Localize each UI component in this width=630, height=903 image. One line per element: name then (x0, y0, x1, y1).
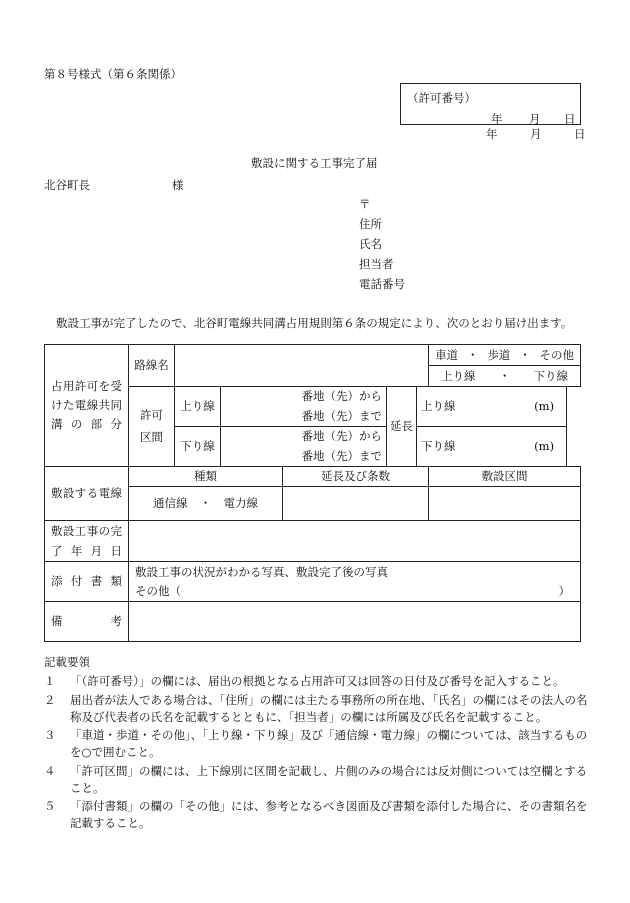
option-up-line[interactable]: 上り線 (441, 368, 476, 383)
permit-month: 月 (529, 112, 541, 126)
unit-m: (m) (534, 439, 555, 454)
addressee: 北谷町長 (44, 178, 90, 192)
remarks-label: 備考 (45, 602, 129, 642)
attachments-field[interactable] (129, 562, 581, 602)
instruction-number: ３ (44, 728, 56, 742)
instructions (44, 654, 590, 834)
instruction-item (44, 727, 590, 762)
permit-year: 年 (491, 112, 503, 126)
instruction-item (44, 798, 590, 833)
contact-label: 担当者 (359, 257, 394, 271)
completion-form-table (44, 344, 581, 642)
permit-section-label: 許可区間 (129, 387, 175, 467)
attachments-line1: 敷設工事の状況がわかる写真、敷設完了後の写真 (135, 564, 388, 579)
instruction-text: 「（許可番号）」の欄には、届出の根拠となる占用許可又は回答の日付及び番号を記入すること。 (70, 674, 565, 689)
phone-label: 電話番号 (359, 277, 405, 291)
name-label: 氏名 (359, 237, 382, 251)
length-header: 延長及び条数 (283, 467, 429, 487)
length-field[interactable] (283, 487, 429, 521)
instruction-item (44, 692, 590, 727)
down-to-field[interactable]: 番地（先）まで (221, 447, 387, 467)
up-to-field[interactable]: 番地（先）まで (221, 407, 387, 427)
unit-m: (m) (534, 399, 555, 414)
section-field[interactable] (429, 487, 581, 521)
permit-number-label: （許可番号） (407, 91, 476, 105)
form-number: 第８号様式（第６条関係） (44, 67, 182, 81)
instruction-text: 「車道・歩道・その他」、「上り線・下り線」及び「通信線・電力線」の欄については、該当するものを○で囲むこと。 (70, 728, 588, 760)
instruction-text: 「許可区間」の欄には、上下線別に区間を記載し、片側のみの場合には反対側については空欄とすること。 (70, 763, 588, 795)
ext-down-field[interactable] (417, 427, 567, 467)
attachments-label: 添付書類 (45, 562, 129, 602)
instructions-heading: 記載要領 (44, 655, 90, 669)
road-type-options[interactable] (429, 345, 581, 366)
occupied-section-label: 占用許可を受けた電線共同溝の部分 (45, 345, 129, 467)
option-telecom[interactable]: 通信線 (153, 496, 188, 511)
date-month: 月 (530, 127, 542, 141)
address-label: 住所 (359, 217, 382, 231)
option-down-line[interactable]: 下り線 (533, 368, 569, 383)
kind-options[interactable] (129, 487, 283, 521)
option-sep: ・ (199, 496, 212, 511)
date-year: 年 (486, 127, 498, 141)
completion-date-label: 敷設工事の完了年月日 (45, 521, 129, 562)
permit-number-box[interactable] (400, 83, 581, 125)
attachments-other: その他（ (135, 583, 181, 598)
option-other[interactable]: その他 (539, 347, 575, 362)
down-line-label: 下り線 (175, 427, 221, 467)
document-title: 敷設に関する工事完了届 (251, 156, 378, 170)
route-name-field[interactable] (175, 345, 429, 387)
instruction-item (44, 673, 590, 690)
ext-down-label: 下り線 (421, 439, 456, 454)
attachments-close: ） (558, 583, 571, 598)
instruction-item (44, 763, 590, 798)
ext-up-label: 上り線 (421, 399, 456, 414)
option-sep: ・ (466, 347, 479, 362)
instruction-text: 「添付書類」の欄の「その他」には、参考となるべき図面及び書類を添付した場合に、その書類名を記載すること。 (70, 799, 588, 831)
instruction-text: 届出者が法人である場合は、「住所」の欄には主たる事務所の所在地、「氏名」の欄にはその法人の名称及び代表者の氏名を記載するとともに、「担当者」の欄には所属及び氏名を記載すること。 (70, 692, 588, 724)
option-sidewalk[interactable]: 歩道 (487, 347, 511, 362)
option-sep: ・ (519, 347, 531, 362)
cable-label: 敷設する電線 (45, 467, 129, 521)
kind-header: 種類 (129, 467, 283, 487)
instruction-number: ４ (44, 763, 56, 778)
up-from-field[interactable]: 番地（先）から (221, 387, 387, 407)
instruction-number: ５ (44, 799, 56, 813)
instruction-number: ２ (44, 692, 56, 707)
postal-mark: 〒 (359, 197, 371, 211)
down-from-field[interactable]: 番地（先）から (221, 427, 387, 447)
honorific: 様 (172, 178, 184, 192)
option-roadway[interactable]: 車道 (435, 347, 459, 362)
route-name-label: 路線名 (129, 345, 175, 387)
option-power[interactable]: 電力線 (223, 496, 258, 511)
remarks-field[interactable] (129, 602, 581, 642)
completion-date-field[interactable] (129, 521, 581, 562)
date-day: 日 (574, 127, 586, 141)
up-line-label: 上り線 (175, 387, 221, 427)
section-header: 敷設区間 (429, 467, 581, 487)
permit-day: 日 (564, 112, 576, 126)
option-sep: ・ (498, 368, 511, 383)
line-direction-options[interactable] (429, 366, 581, 387)
instruction-number: １ (44, 674, 56, 689)
ext-up-field[interactable] (417, 387, 567, 427)
intro-text: 敷設工事が完了したので、北谷町電線共同溝占用規則第６条の規定により、次のとおり届け出ます。 (56, 316, 573, 330)
extension-label: 延長 (387, 387, 417, 467)
